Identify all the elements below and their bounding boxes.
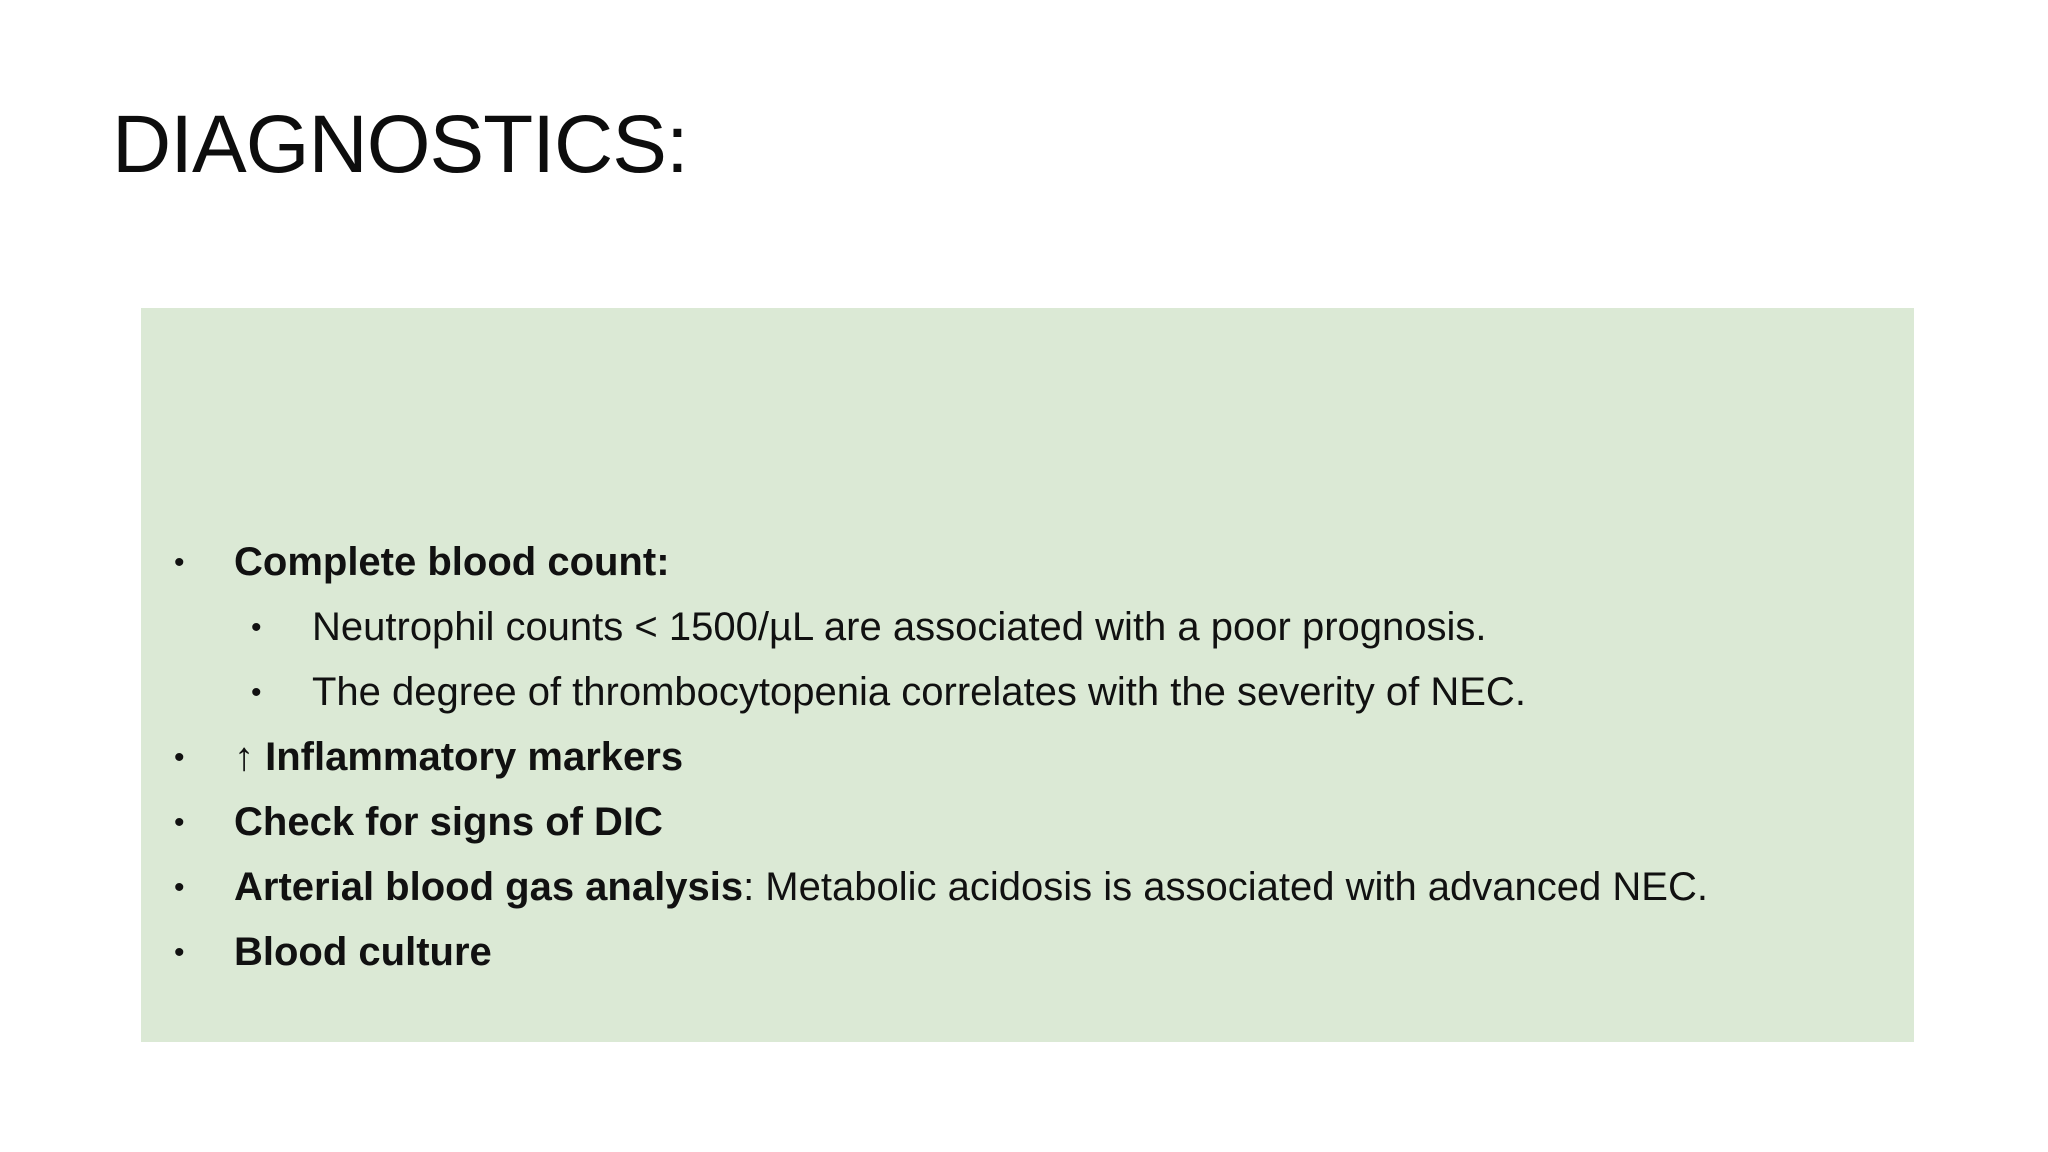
list-item-neutrophil-counts <box>141 595 1708 660</box>
slide-title: DIAGNOSTICS: <box>112 99 688 190</box>
list-item-thrombocytopenia <box>141 660 1708 725</box>
bullet-icon: • <box>174 871 185 904</box>
bullet-icon: • <box>174 741 185 774</box>
bullet-icon: • <box>174 546 185 579</box>
list-item-inflammatory-markers <box>141 725 1708 790</box>
bullet-icon: • <box>251 676 262 709</box>
content-box <box>141 308 1914 1042</box>
list-item-blood-culture <box>141 920 1708 985</box>
item-text: : Metabolic acidosis is associated with advanced NEC. <box>743 865 1708 909</box>
item-bold-text: Inflammatory markers <box>265 735 684 779</box>
bullet-icon: • <box>174 936 185 969</box>
bullet-icon: • <box>251 611 262 644</box>
item-bold-text: Arterial blood gas analysis <box>234 865 744 909</box>
item-bold-text: Check for signs of DIC <box>234 800 663 844</box>
list-item-arterial-blood-gas <box>141 855 1708 920</box>
up-arrow-icon: ↑ <box>234 735 254 779</box>
item-bold-text: Blood culture <box>234 930 492 974</box>
item-text: Neutrophil counts < 1500/µL are associated with a poor prognosis. <box>312 605 1487 649</box>
bullet-list <box>141 530 1708 985</box>
list-item-complete-blood-count <box>141 530 1708 595</box>
item-text: The degree of thrombocytopenia correlates with the severity of NEC. <box>312 670 1526 714</box>
list-item-dic-signs <box>141 790 1708 855</box>
item-bold-text: Complete blood count: <box>234 540 670 584</box>
bullet-icon: • <box>174 806 185 839</box>
